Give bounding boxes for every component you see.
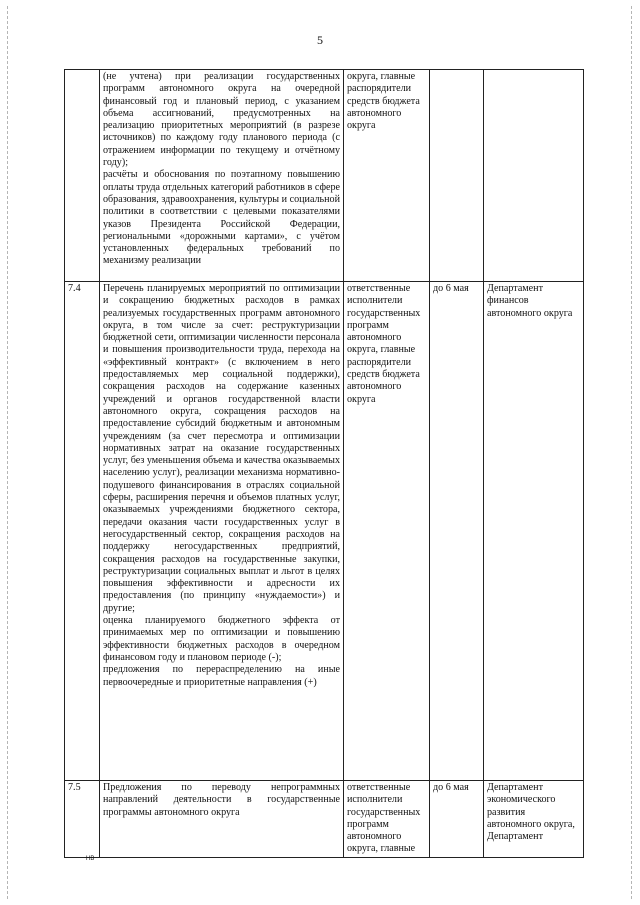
row-responsible: Департамент экономического развития автономного округа, Департамент bbox=[484, 781, 584, 858]
row-executors: округа, главные распорядители средств бюджета автономного округа bbox=[344, 70, 430, 282]
content-paragraph: оценка планируемого бюджетного эффекта от принимаемых мер по оптимизации и повышению эффективности бюджетных расходов в очередном финансовом году и плановом периоде (-); bbox=[103, 615, 340, 663]
row-deadline bbox=[430, 70, 484, 282]
row-executors: ответственные исполнители государственных программ автономного округа, главные bbox=[344, 781, 430, 858]
table-row bbox=[65, 781, 584, 858]
row-deadline: до 6 мая bbox=[430, 781, 484, 858]
content-paragraph: Перечень планируемых мероприятий по оптимизации и сокращению бюджетных расходов в рамках реализуемых государственных программ автономного округа, в том числе за счет: реструктуризации бюджетной сети, оптимизации численности персонала и повышения производительности труда, перехода на «эффективный контракт» (с включением в него предоставляемых мер социальной поддержки), сокращения расходов на содержание казенных учреждений и органов государственной власти автономного округа, сокращения расходов на предоставление субсидий бюджетным и автономным учреждениям (за счет пересмотра и оптимизации нормативных затрат на оказание государственных услуг, без уменьшения объема и качества оказываемых населению услуг), реализации механизма нормативно-подушевого финансирования в отраслях социальной сферы, расширения перечня и объемов платных услуг, оказываемых учреждениями бюджетного сектора, передачи оказания части государственных услуг в негосударственный сектор, сокращения расходов на поддержку негосударственных предприятий, сокращения расходов на государственные закупки, реструктуризации социальных выплат и льгот в целях повышения эффективности и адресности их предоставления (по принципу «нуждаемости») и другие; bbox=[103, 283, 340, 614]
page-number: 5 bbox=[317, 33, 323, 47]
row-number bbox=[65, 70, 100, 282]
measures-table bbox=[64, 69, 584, 858]
row-executors: ответственные исполнители государственных программ автономного округа, главные распорядители средств бюджета автономного округа bbox=[344, 282, 430, 781]
table-row bbox=[65, 70, 584, 282]
scan-edge-right bbox=[631, 6, 632, 899]
content-paragraph: расчёты и обоснования по поэтапному повышению оплаты труда отдельных категорий работников в сфере образования, здравоохранения, культуры и социальной политики в соответствии с целевыми показателями указов Президента Российской Федерации, региональными «дорожными картами», с учётом установленных федеральных требований по механизму реализации bbox=[103, 169, 340, 267]
row-responsible bbox=[484, 70, 584, 282]
content-paragraph: (не учтена) при реализации государственных программ автономного округа на очередной финансовый год и плановый период, с указанием объема ассигнований, предусмотренных на реализацию приоритетных мероприятий (в разрезе источников) по каждому году планового периода (с отражением информации по текущему и отчётному году); bbox=[103, 71, 340, 169]
row-number: 7.4 bbox=[65, 282, 100, 781]
row-content bbox=[100, 781, 344, 858]
row-content bbox=[100, 282, 344, 781]
table-row bbox=[65, 282, 584, 781]
content-paragraph: предложения по перераспределению на иные первоочередные и приоритетные направления (+) bbox=[103, 664, 340, 688]
row-number: 7.5 bbox=[65, 781, 100, 858]
row-content bbox=[100, 70, 344, 282]
row-responsible: Департамент финансов автономного округа bbox=[484, 282, 584, 781]
row-deadline: до 6 мая bbox=[430, 282, 484, 781]
scan-edge-left bbox=[7, 6, 8, 899]
content-paragraph: Предложения по переводу непрограммных направлений деятельности в государственные программы автономного округа bbox=[103, 782, 340, 818]
footer-initials: НВ bbox=[86, 856, 95, 862]
